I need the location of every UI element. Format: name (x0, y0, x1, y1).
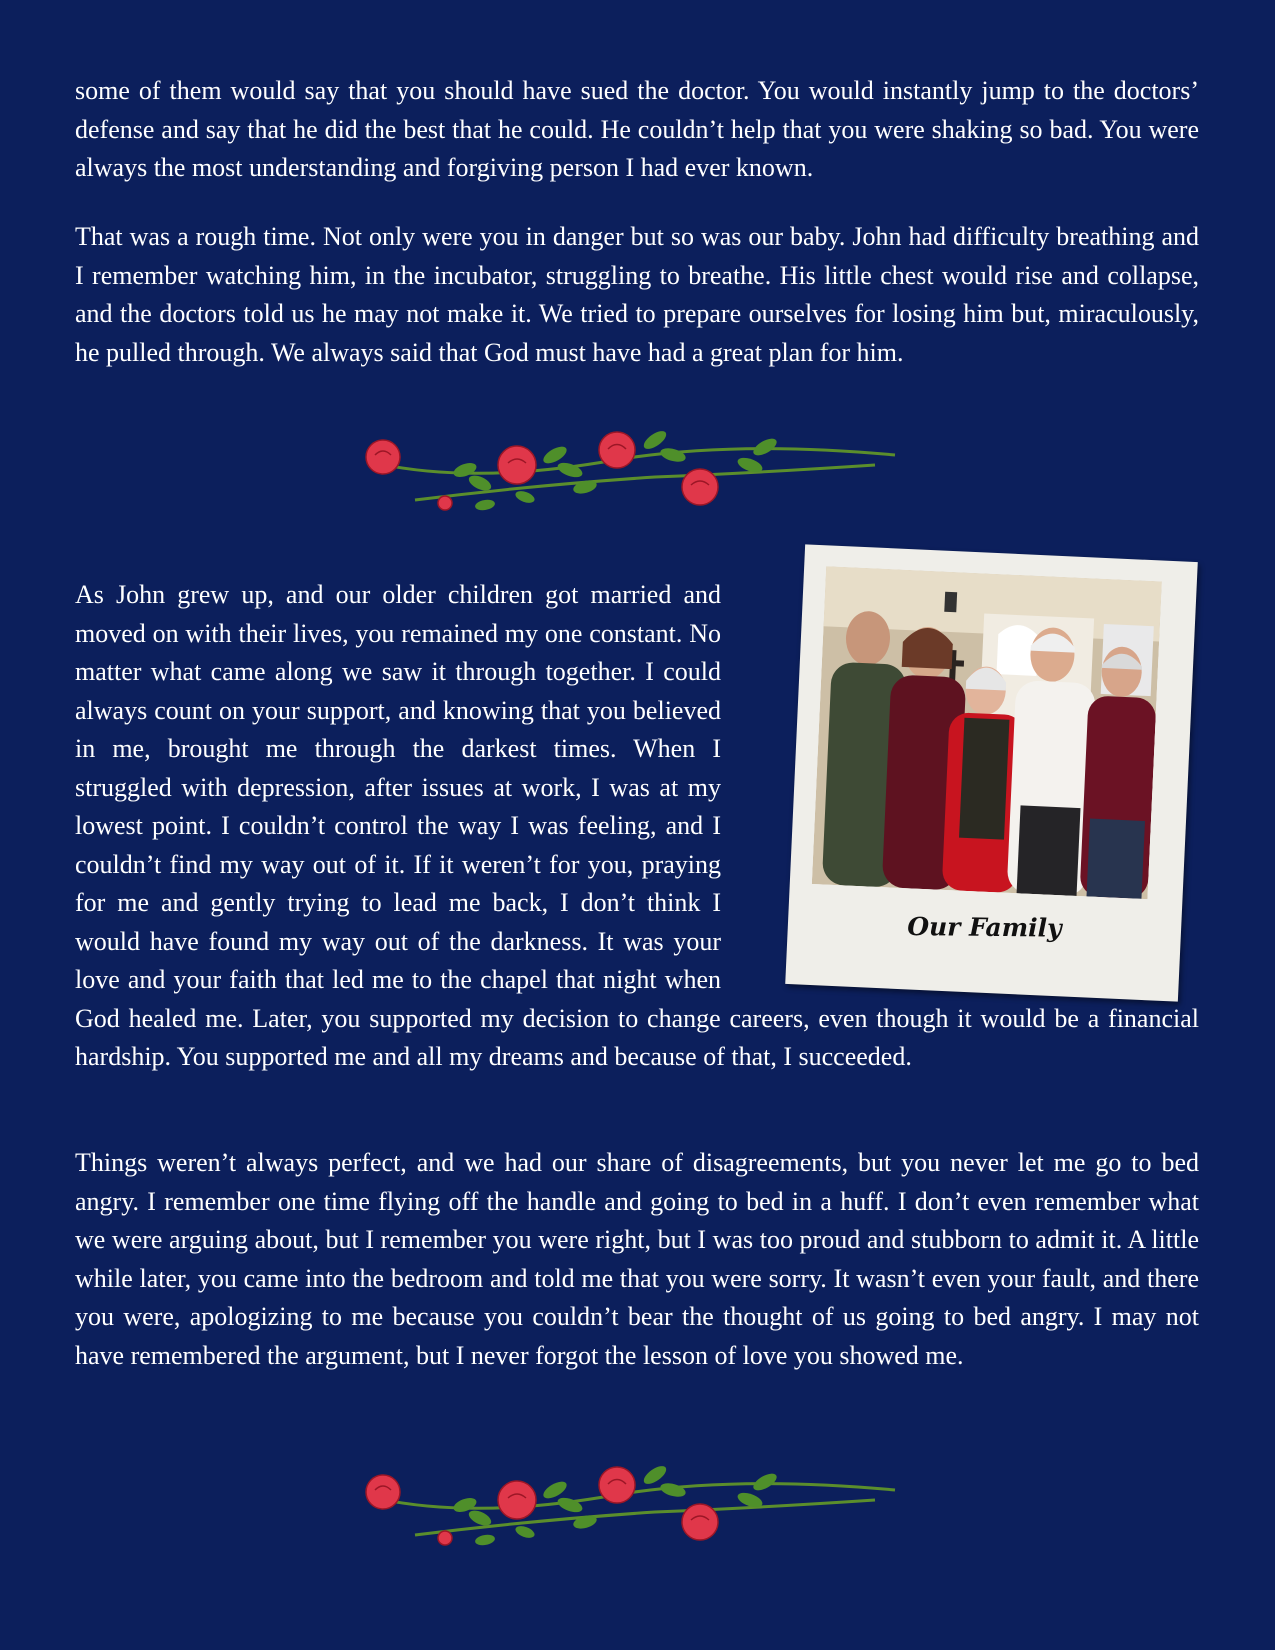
paragraph-doctor: some of them would say that you should have sued the doctor. You would instantly jump to the doctors’ defense and say that he did the best that he could. He couldn’t help that you were shaking so bad. You were always the most understanding and forgiving person I had ever known. (75, 76, 1199, 182)
paragraph-disagreements: Things weren’t always perfect, and we had our share of disagreements, but you never let me go to bed angry. I remember one time flying off the handle and going to bed in a huff. I don’t even remember what we were arguing about, but I remember you were right, but I was too proud and stubborn to admit it. A little while later, you came into the bedroom and told me that you were sorry. It wasn’t even your fault, and there you were, apologizing to me because you couldn’t bear the thought of us going to bed angry. I may not have remembered the argument, but I never forgot the lesson of love you showed me. (75, 1148, 1199, 1370)
photo-caption: Our Family (907, 912, 1062, 943)
rose-vine-graphic (366, 1463, 895, 1547)
rose-vine-graphic (366, 428, 895, 512)
paragraph-rough-time: That was a rough time. Not only were you in danger but so was our baby. John had difficulty breathing and I remember watching him, in the incubator, struggling to breathe. His little chest would rise and collapse, and the doctors told us he may not make it. We tried to prepare ourselves for losing him but, miraculously, he pulled through. We always said that God must have had a great plan for him. (75, 222, 1199, 367)
rose-divider-bottom (355, 1460, 915, 1560)
rose-divider-top (355, 425, 915, 525)
family-photo (812, 566, 1162, 899)
family-photo-polaroid (785, 544, 1198, 1001)
paragraph-john-grew-up: As John grew up, and our older children got married and moved on with their lives, you remained my one constant. No matter what came along we saw it through together. I could always count on your support, and knowing that you believed in me, brought me through the darkest times. When I struggled with depression, after issues at work, I was at my lowest point. I couldn’t control the way I was feeling, and I couldn’t find my way out of it. If it weren’t for you, praying for me and gently trying to lead me back, I don’t think I would have found my way out of the darkness. It was your love and your faith that led me to the chapel that night when God healed me. Later, you supported my decision to change careers, even though it would be a financial hardship. You supported me and all my dreams and because of that, I succeeded. (75, 580, 1199, 1071)
